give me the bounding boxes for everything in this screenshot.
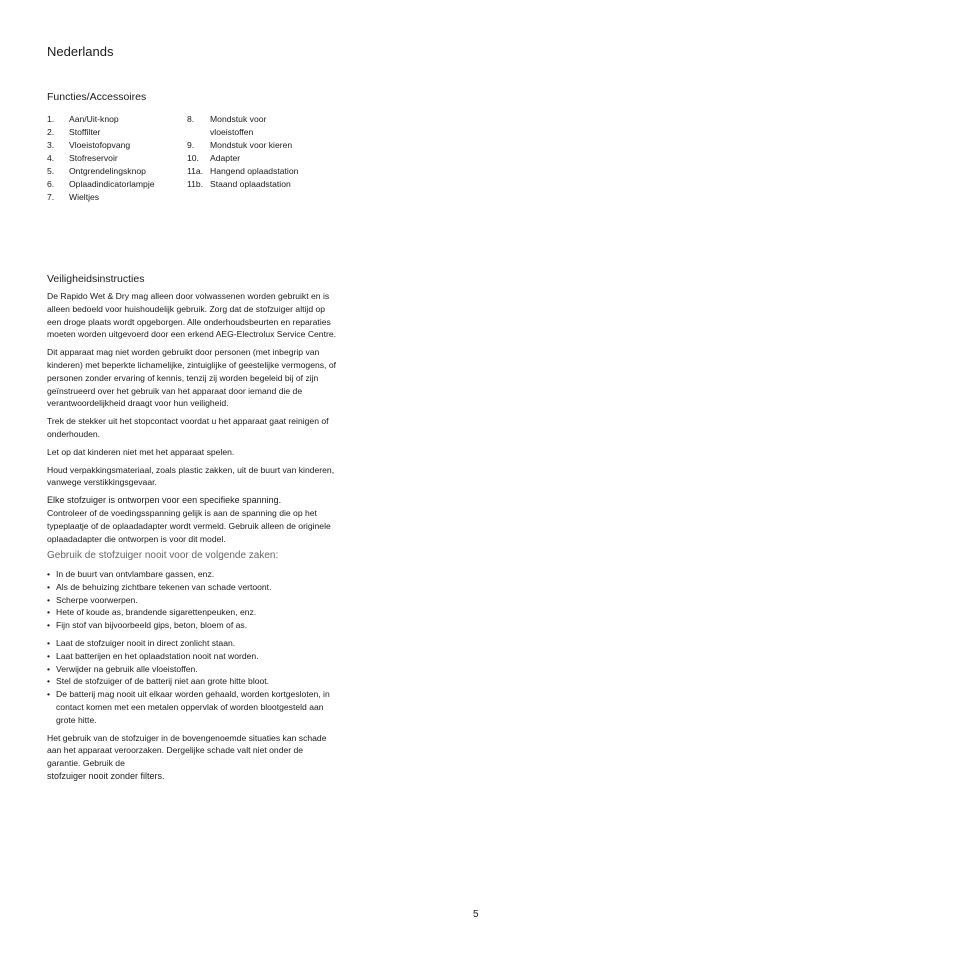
never-use-list: [47, 568, 337, 632]
feature-label: Oplaadindicatorlampje: [69, 179, 155, 189]
list-item: • Scherpe voorwerpen.: [47, 594, 337, 607]
feature-item: [187, 126, 298, 139]
list-item: • Fijn stof van bijvoorbeeld gips, beton, bloem of as.: [47, 619, 337, 632]
voltage-emphasis: Elke stofzuiger is ontworpen voor een specifieke spanning.: [47, 495, 282, 506]
safety-heading: Veiligheidsinstructies: [47, 273, 145, 285]
list-item: • Stel de stofzuiger of de batterij niet aan grote hitte bloot.: [47, 675, 337, 688]
page-number: 5: [473, 909, 479, 920]
safety-paragraph-warranty: [47, 732, 337, 783]
feature-number: 11a.: [187, 166, 204, 176]
feature-label: Hangend oplaadstation: [210, 166, 299, 176]
feature-item: [187, 113, 298, 126]
feature-number: 6.: [47, 179, 55, 189]
feature-item: [47, 165, 155, 178]
feature-item: [47, 139, 155, 152]
features-list-col1: [47, 113, 155, 204]
feature-item: [47, 152, 155, 165]
feature-item: [47, 191, 155, 204]
safety-paragraph-voltage: [47, 494, 337, 545]
list-item: • In de buurt van ontvlambare gassen, enz.: [47, 568, 337, 581]
feature-label: Stoffilter: [69, 127, 101, 137]
safety-paragraph-persons: Dit apparaat mag niet worden gebruikt door personen (met inbegrip van kinderen) met beperkte lichamelijke, zintuiglijke of geestelijke vermogens, of personen zonder ervaring of kennis, tenzij zij worden begeleid bij of zijn geïnstrueerd over het gebruik van het apparaat door iemand die de verantwoordelijkheid draagt voor hun veiligheid.: [47, 347, 336, 409]
feature-number: 9.: [187, 140, 195, 150]
safety-paragraph-packaging: Houd verpakkingsmateriaal, zoals plastic zakken, uit de buurt van kinderen, vanwege verstikkingsgevaar.: [47, 464, 335, 488]
feature-number: 4.: [47, 153, 55, 163]
list-item: • De batterij mag nooit uit elkaar worden gehaald, worden kortgesloten, in contact komen met een metalen oppervlak of worden blootgesteld aan grote hitte.: [47, 688, 337, 726]
feature-label: Staand oplaadstation: [210, 179, 291, 189]
feature-label: Wieltjes: [69, 192, 100, 202]
safety-paragraph-children: Let op dat kinderen niet met het apparaat spelen.: [47, 446, 235, 457]
feature-item: [47, 178, 155, 191]
list-item: • Laat de stofzuiger nooit in direct zonlicht staan.: [47, 637, 337, 650]
care-list: [47, 637, 337, 727]
feature-number: 7.: [47, 192, 55, 202]
list-item: • Hete of koude as, brandende sigarettenpeuken, enz.: [47, 606, 337, 619]
feature-label: Adapter: [210, 153, 241, 163]
feature-number: 10.: [187, 153, 199, 163]
feature-item: [187, 152, 298, 165]
feature-number: [187, 126, 210, 139]
feature-label: Vloeistofopvang: [69, 140, 131, 150]
page-language-title: Nederlands: [47, 44, 114, 59]
functions-heading: Functies/Accessoires: [47, 91, 147, 103]
feature-item: [47, 126, 155, 139]
feature-item: [47, 113, 155, 126]
safety-paragraph-unplug: Trek de stekker uit het stopcontact voordat u het apparaat gaat reinigen of onderhouden.: [47, 416, 329, 439]
feature-number: 3.: [47, 140, 55, 150]
warranty-text: Het gebruik van de stofzuiger in de bovengenoemde situaties kan schade aan het apparaat veroorzaken. Dergelijke schade valt niet onder de garantie. Gebruik de: [47, 732, 327, 769]
feature-label: Stofreservoir: [69, 153, 118, 163]
list-item: • Als de behuizing zichtbare tekenen van schade vertoont.: [47, 581, 337, 594]
feature-label: Mondstuk voor kieren: [210, 140, 293, 150]
feature-number: 8.: [187, 114, 195, 124]
list-item: • Laat batterijen en het oplaadstation nooit nat worden.: [47, 650, 337, 663]
warranty-emphasis: stofzuiger nooit zonder filters.: [47, 770, 165, 781]
feature-number: 5.: [47, 166, 55, 176]
list-item: • Verwijder na gebruik alle vloeistoffen.: [47, 663, 337, 676]
feature-label: Ontgrendelingsknop: [69, 166, 146, 176]
feature-label: Mondstuk voor: [210, 114, 267, 124]
feature-item: [187, 165, 298, 178]
safety-body: [47, 290, 337, 788]
safety-paragraph-usage: De Rapido Wet & Dry mag alleen door volwassenen worden gebruikt en is alleen bedoeld voor huishoudelijk gebruik. Zorg dat de stofzuiger altijd op een droge plaats wordt opgeborgen. Alle onderhoudsbeurten en reparaties moeten worden uitgevoerd door een erkend AEG-Electrolux Service Centre.: [47, 291, 337, 340]
never-use-heading: Gebruik de stofzuiger nooit voor de volgende zaken:: [47, 550, 279, 562]
feature-item: [187, 178, 298, 191]
voltage-text: Controleer of de voedingsspanning gelijk is aan de spanning die op het typeplaatje of de oplaadadapter wordt vermeld. Gebruik alleen de originele oplaadadapter die ontworpen is voor dit model.: [47, 507, 331, 544]
feature-label: vloeistoffen: [210, 127, 254, 137]
feature-number: 1.: [47, 114, 55, 124]
feature-number: 11b.: [187, 179, 204, 189]
feature-number: 2.: [47, 127, 55, 137]
features-list-col2: [187, 113, 298, 191]
feature-item: [187, 139, 298, 152]
feature-label: Aan/Uit-knop: [69, 114, 119, 124]
